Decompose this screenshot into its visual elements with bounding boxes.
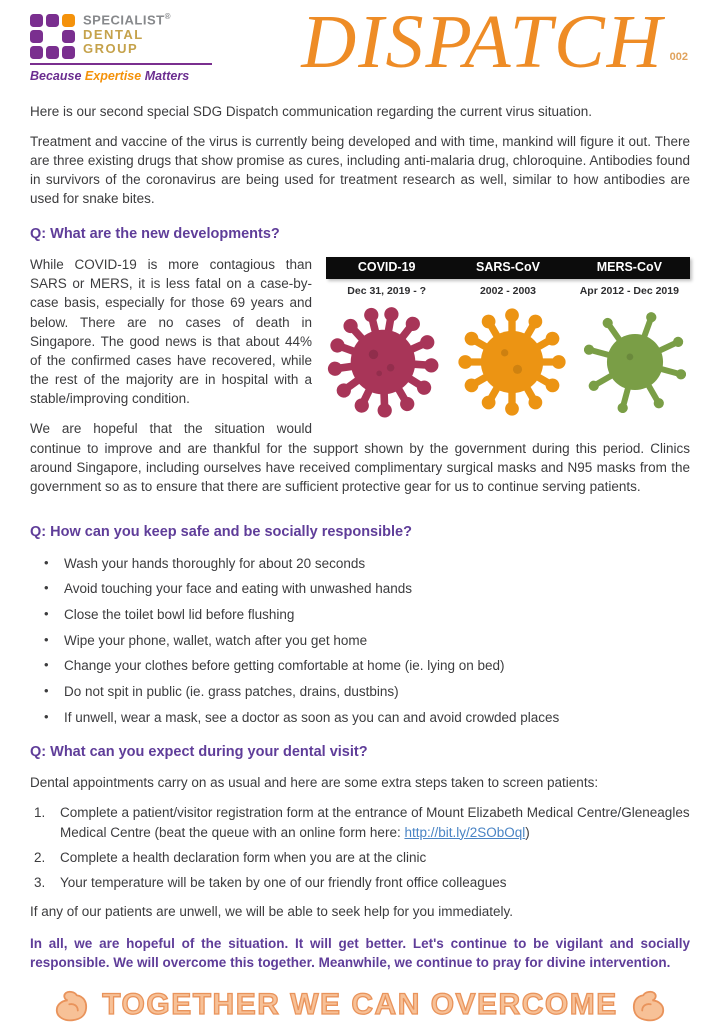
closing-paragraph: If any of our patients are unwell, we will be able to seek help for you immediately. xyxy=(30,904,514,920)
developments-wrap-paragraph: We are hopeful that the situation would continue to improve and are thankful for the support shown by the government during this period. Clinics around Singapore, including ourselves have received complimentary surgical masks and N95 masks from the government so as to ensure that there are sufficient protective gear for us to continue serving patients. xyxy=(30,421,690,494)
logo-squares-icon xyxy=(30,14,75,59)
virus-dates-sarscov: 2002 - 2003 xyxy=(479,285,537,298)
screening-steps-list xyxy=(34,803,690,892)
newsletter-title: DISPATCH xyxy=(301,0,664,84)
banner-text: TOGETHER WE CAN OVERCOME xyxy=(102,988,618,1022)
brand-logo xyxy=(30,12,215,86)
bullet-icon: • xyxy=(44,631,49,647)
step-number: 3. xyxy=(34,874,46,890)
bullet-item: • Avoid touching your face and eating with unwashed hands xyxy=(38,579,690,598)
heading-dental-visit: Q: What can you expect during your dental visit? xyxy=(30,743,368,760)
dental-visit-intro: Dental appointments carry on as usual and here are some extra steps taken to screen patients: xyxy=(30,775,599,791)
step-item xyxy=(34,848,690,867)
step-item xyxy=(34,803,690,841)
covid19-virus-icon xyxy=(326,305,440,419)
bullet-item: • If unwell, wear a mask, see a doctor as soon as you can and avoid crowded places xyxy=(38,708,690,727)
closing-strong-paragraph: In all, we are hopeful of the situation. It will get better. Let's continue to be vigilant and socially responsible. We will overcome this together. Meanwhile, we continue to pray for divine intervention. xyxy=(30,936,690,971)
bullet-icon: • xyxy=(44,708,49,724)
intro-paragraph-2: Treatment and vaccine of the virus is currently being developed and with time, mankind will figure it out. There are three existing drugs that show promise as cures, including anti-malaria drug, chloroquine. Antibodies found in survivors of the coronavirus are being used for treatment research as well, similar to how antibodies are used for snake bites. xyxy=(30,133,690,207)
footer-banner xyxy=(30,984,690,1027)
issue-number: 002 xyxy=(669,51,688,64)
virus-name-sarscov: SARS-CoV xyxy=(476,260,540,275)
bullet-icon: • xyxy=(44,605,49,621)
virus-comparison-panel xyxy=(326,257,690,419)
virus-dates-covid19: Dec 31, 2019 - ? xyxy=(347,285,427,298)
flexed-bicep-icon xyxy=(52,989,90,1023)
brand-name-group: GROUP xyxy=(83,41,139,57)
step-text: Complete a patient/visitor registration form at the entrance of Mount Elizabeth Medical Centre/Gleneagles Medical Centre (beat the queue with an online form here: http://bit.ly/2SObOql) xyxy=(60,805,690,840)
bullet-item: • Do not spit in public (ie. grass patches, drains, dustbins) xyxy=(38,682,690,701)
tagline-matters: Matters xyxy=(144,69,190,83)
bullet-item: • Change your clothes before getting comfortable at home (ie. lying on bed) xyxy=(38,656,690,675)
step-number: 2. xyxy=(34,849,46,865)
brand-divider xyxy=(30,63,212,65)
bullet-icon: • xyxy=(44,554,49,570)
virus-table-header xyxy=(326,257,690,279)
heading-keep-safe: Q: How can you keep safe and be socially responsible? xyxy=(30,523,412,540)
bullet-icon: • xyxy=(44,682,49,698)
virus-name-covid19: COVID-19 xyxy=(357,260,416,275)
virus-name-merscov: MERS-CoV xyxy=(596,260,662,275)
bullet-icon: • xyxy=(44,580,49,596)
step-text: Your temperature will be taken by one of our friendly front office colleagues xyxy=(60,874,507,890)
sarscov-virus-icon xyxy=(457,307,567,417)
step-text: Complete a health declaration form when you are at the clinic xyxy=(60,849,427,865)
brand-name-specialist: SPECIALIST xyxy=(83,12,165,28)
developments-paragraph: While COVID-19 is more contagious than SARS or MERS, it is less fatal on a case-by-case basis, especially for those 69 years and below. There are no cases of death in Singapore. The good news is that about 44% of the confirmed cases have recovered, while the rest of the majority are in hospital with a stable/improving condition. xyxy=(30,257,312,407)
section-developments xyxy=(30,255,690,507)
bullet-item: • Wash your hands thoroughly for about 20 seconds xyxy=(38,554,690,573)
safety-bullet-list xyxy=(38,554,690,727)
step-number: 1. xyxy=(34,805,46,821)
intro-paragraph-1: Here is our second special SDG Dispatch communication regarding the current virus situation. xyxy=(30,103,593,119)
brand-name xyxy=(83,12,171,57)
virus-illustrations xyxy=(326,303,690,419)
heading-new-developments: Q: What are the new developments? xyxy=(30,225,280,242)
brand-tagline xyxy=(30,68,215,86)
step-item xyxy=(34,873,690,892)
registered-mark: ® xyxy=(164,12,171,21)
virus-table-dates xyxy=(326,279,690,303)
tagline-because: Because xyxy=(30,69,82,83)
bullet-item: • Close the toilet bowl lid before flushing xyxy=(38,605,690,624)
bullet-icon: • xyxy=(44,657,49,673)
bullet-item: • Wipe your phone, wallet, watch after you get home xyxy=(38,631,690,650)
virus-dates-merscov: Apr 2012 - Dec 2019 xyxy=(579,285,679,298)
newsletter-header xyxy=(30,0,690,86)
flexed-bicep-icon xyxy=(630,989,668,1023)
merscov-virus-icon xyxy=(584,311,686,413)
registration-form-link[interactable]: http://bit.ly/2SObOql xyxy=(404,824,526,840)
brand-name-dental: DENTAL xyxy=(83,26,144,42)
tagline-expertise: Expertise xyxy=(84,69,142,83)
